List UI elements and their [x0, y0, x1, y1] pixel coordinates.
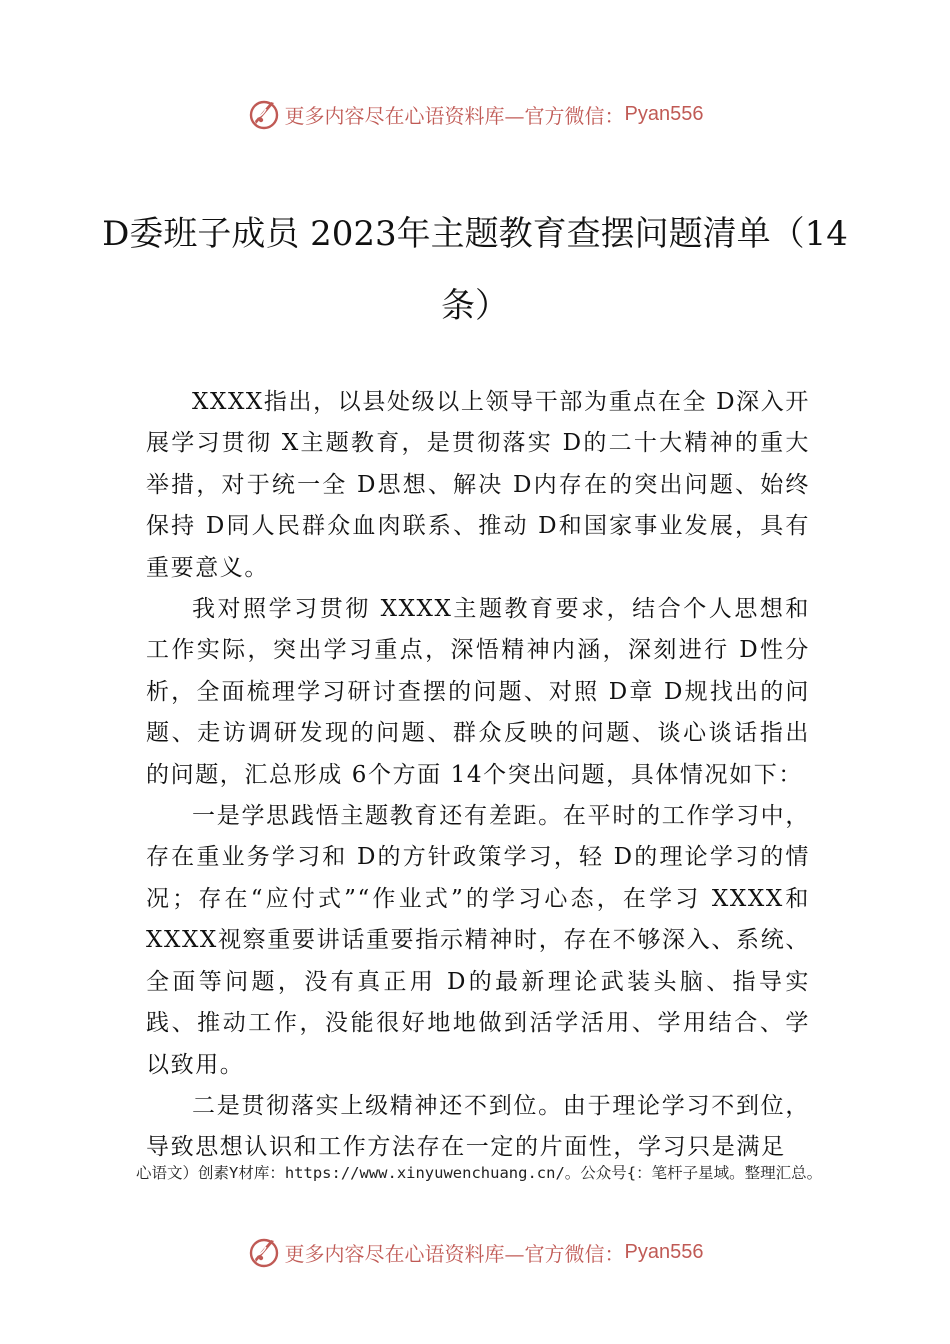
paragraph: 一是学思践悟主题教育还有差距。在平时的工作学习中，存在重业务学习和 D的方针政策学习，轻 D的理论学习的情况；存在“应付式”“作业式”的学习心态，在学习 XXXX和XXXX视察重要讲话重要指示精神时，存在不够深入、系统、全面等问题，没有真正用 D的最新理论武装头脑、指导实践、推动工作，没能很好地地做到活学活用、学用结合、学以致用。: [146, 803, 810, 1078]
paragraph: 我对照学习贯彻 XXXX主题教育要求，结合个人思想和工作实际，突出学习重点，深悟精神内涵，深刻进行 D性分析，全面梳理学习研讨查摆的问题、对照 D章 D规找出的问题、走访调研发现的问题、群众反映的问题、谈心谈话指出的问题，汇总形成 6个方面 14个突出问题，具体情况如下：: [146, 596, 810, 788]
paragraph: 二是贯彻落实上级精神还不到位。由于理论学习不到位，导致思想认识和工作方法存在一定的片面性，学习只是满足: [146, 1092, 810, 1161]
document-title: D委班子成员 2023年主题教育查摆问题清单（14条）: [102, 214, 848, 326]
quill-seal-icon: [247, 1235, 281, 1269]
wechat-id: Pyan556: [624, 1240, 704, 1263]
footnote: 心语文）创素Y材库：https://www.xinyuwenchuang.cn/。公众号{：笔杆子星域。整理汇总。: [136, 1164, 823, 1182]
document-body: [146, 382, 810, 1169]
banner-text: 更多内容尽在心语资料库—官方微信：: [284, 1241, 625, 1266]
paragraph: XXXX指出，以县处级以上领导干部为重点在全 D深入开展学习贯彻 X主题教育，是贯彻落实 D的二十大精神的重大举措，对于统一全 D思想、解决 D内存在的突出问题、始终保持 D同人民群众血肉联系、推动 D和国家事业发展，具有重要意义。: [146, 389, 810, 581]
header-banner: [0, 94, 950, 134]
wechat-id: Pyan556: [624, 102, 704, 125]
footer-banner: [0, 1232, 950, 1272]
quill-seal-icon: [247, 97, 281, 131]
banner-text: 更多内容尽在心语资料库—官方微信：: [284, 103, 625, 128]
